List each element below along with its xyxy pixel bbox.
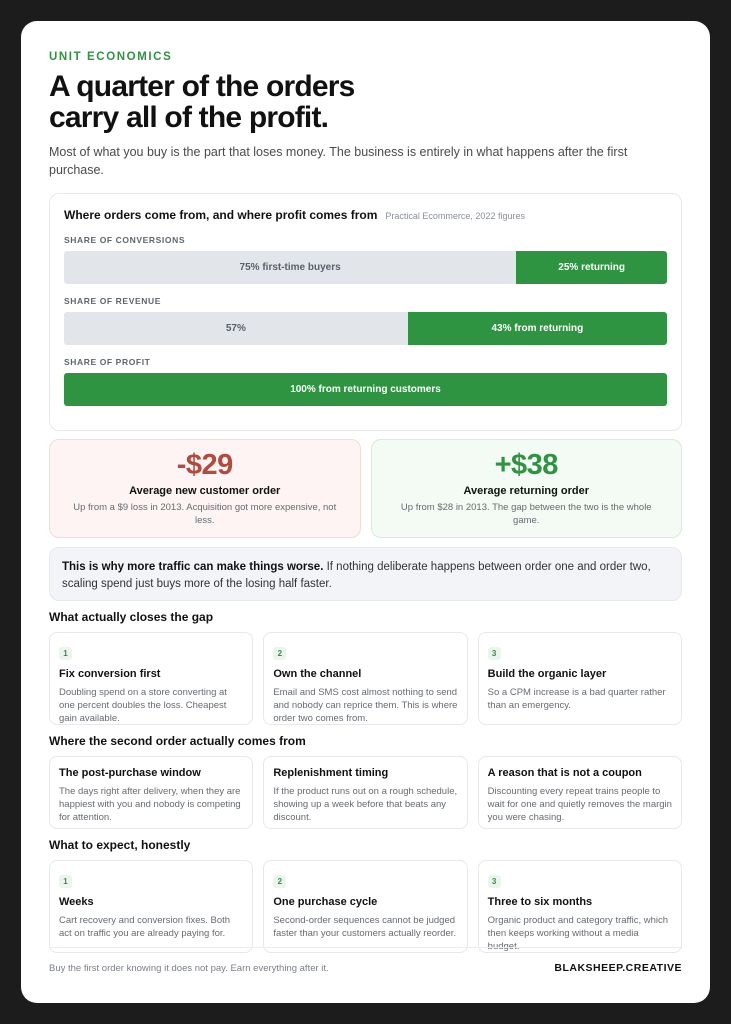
chart-title: Where orders come from, and where profit comes from [64,208,378,222]
stat-title: Average new customer order [129,485,281,497]
tile-weeks [49,860,253,953]
gap-tiles [49,632,682,725]
step-number: 3 [488,647,501,660]
section-title-second-order: Where the second order actually comes from [49,734,306,748]
tile-title: One purchase cycle [273,896,378,908]
tile-body: Second-order sequences cannot be judged faster than your customers actually reorder. [273,915,457,939]
bar-segment-returning: 43% from returning [408,312,667,345]
tile-body: So a CPM increase is a bad quarter rather than an emergency. [487,687,666,711]
section-title-gap: What actually closes the gap [49,610,214,624]
share-chart-panel [49,193,682,431]
bar-segment-returning: 100% from returning customers [64,373,667,406]
expect-tiles [49,860,682,953]
stat-title: Average returning order [463,485,589,497]
section-title-expect: What to expect, honestly [49,838,191,852]
stat-note: Up from $28 in 2013. The gap between the two is the whole game. [400,502,652,526]
tile-own-channel [263,632,467,725]
bar-profit [64,373,667,406]
tile-body: Doubling spend on a store converting at one percent doubles the loss. Cheapest gain available. [59,687,227,724]
step-number: 2 [273,647,286,660]
step-number: 3 [488,875,501,888]
tile-title: Replenishment timing [273,767,389,779]
callout [49,547,682,601]
tile-purchase-cycle [263,860,467,953]
stat-returning [371,439,683,538]
stat-new-customer [49,439,361,538]
eyebrow: UNIT ECONOMICS [49,51,173,63]
tile-title: Weeks [59,896,94,908]
tile-post-purchase [49,756,253,829]
callout-text: If nothing deliberate happens between order one and order two, scaling spend just buys more of the losing half faster. [62,561,651,590]
tile-body: The days right after delivery, when they are happiest with you and nobody is competing for attention. [59,786,241,823]
stat-note: Up from a $9 loss in 2013. Acquisition got more expensive, not less. [73,502,337,526]
bar-label-revenue: SHARE OF REVENUE [64,296,161,306]
tile-three-to-six-months [478,860,682,953]
step-number: 1 [59,647,72,660]
bar-segment-returning: 25% returning [516,251,667,284]
footer [49,947,682,974]
tile-replenishment [263,756,467,829]
tile-not-coupon [478,756,682,829]
tile-body: Cart recovery and conversion fixes. Both act on traffic you are already paying for. [59,915,231,939]
stat-value: +$38 [494,449,558,481]
step-number: 2 [273,875,286,888]
tile-title: A reason that is not a coupon [487,767,642,779]
headline-line-2: carry all of the profit. [49,101,329,134]
brand-logo-text: BLAKSHEEP.CREATIVE [554,962,682,974]
bar-label-conversions: SHARE OF CONVERSIONS [64,235,186,245]
infographic-card [21,21,710,1003]
bar-segment-first-time: 75% first-time buyers [64,251,516,284]
tile-title: Build the organic layer [487,668,607,680]
footer-note: Buy the first order knowing it does not pay. Earn everything after it. [49,962,329,974]
bar-revenue [64,312,667,345]
tile-title: Three to six months [487,896,593,908]
bar-conversions [64,251,667,284]
bar-label-profit: SHARE OF PROFIT [64,357,151,367]
tile-title: Own the channel [273,668,362,680]
tile-body: Email and SMS cost almost nothing to send and nobody can reprice them. This is where order two comes from. [273,687,458,724]
stats-row [49,439,682,538]
headline-line-1: A quarter of the orders [49,70,355,103]
second-order-tiles [49,756,682,829]
tile-title: The post-purchase window [59,767,201,779]
stat-value: -$29 [176,449,233,481]
tile-body: If the product runs out on a rough schedule, showing up a week before that beats any discount. [273,786,458,823]
chart-header [64,208,667,222]
tile-body: Discounting every repeat trains people to wait for one and quietly removes the margin you were chasing. [487,786,672,823]
bar-segment-first-time: 57% [64,312,408,345]
callout-bold: This is why more traffic can make things worse. [62,561,324,573]
step-number: 1 [59,875,72,888]
tile-fix-conversion [49,632,253,725]
subhead: Most of what you buy is the part that loses money. The business is entirely in what happens after the first purchase. [49,145,628,177]
chart-source: Practical Ecommerce, 2022 figures [385,211,525,221]
tile-organic-layer [478,632,682,725]
tile-title: Fix conversion first [59,668,161,680]
tile-body: Organic product and category traffic, which then keeps working without a media budget. [487,915,669,952]
headline [49,71,682,133]
